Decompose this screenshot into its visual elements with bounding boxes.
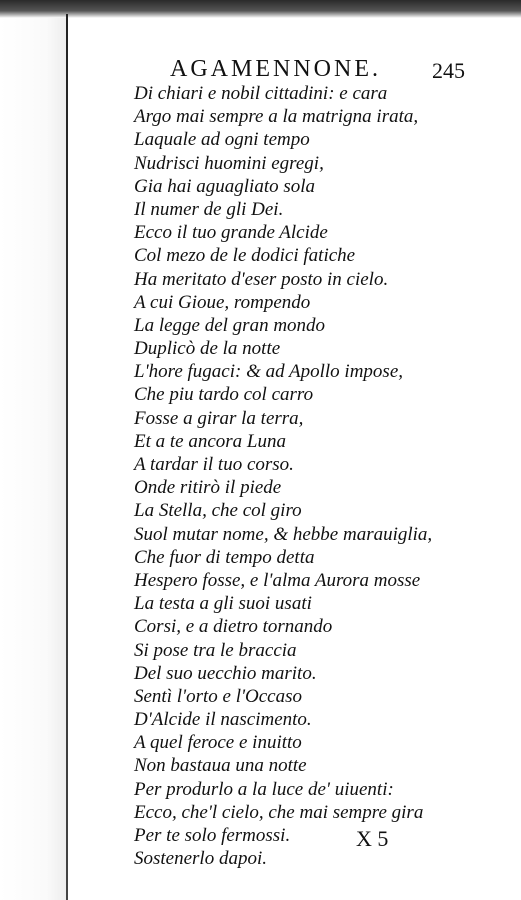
verse-line: Ecco il tuo grande Alcide — [134, 222, 328, 244]
binding-edge — [66, 14, 68, 900]
verse-line: Si pose tra le braccia — [134, 639, 297, 661]
verse-line: Che fuor di tempo detta — [134, 546, 315, 568]
verse-line: Sentì l'orto e l'Occaso — [134, 685, 303, 707]
verse-line: Argo mai sempre a la matrigna irata, — [134, 106, 419, 128]
signature-mark: X 5 — [356, 826, 389, 851]
verse-line: A quel feroce e inuitto — [134, 732, 302, 754]
verse-line: Il numer de gli Dei. — [134, 198, 284, 220]
verse-line: Duplicò de la notte — [134, 338, 281, 360]
verse-line: Di chiari e nobil cittadini: e cara — [134, 83, 388, 104]
verse-line: Ecco, che'l cielo, che mai sempre gira — [134, 801, 424, 823]
verse-line: Che piu tardo col carro — [134, 384, 314, 406]
verse-line: Per produrlo a la luce de' uiuenti: — [134, 778, 394, 800]
verse-line: Sostenerlo dapoi. — [134, 848, 267, 870]
verse-line: Ha meritato d'eser posto in cielo. — [134, 268, 389, 290]
verse-line: A tardar il tuo corso. — [134, 454, 294, 475]
verse-line: Laquale ad ogni tempo — [134, 129, 310, 151]
verse-line: Suol mutar nome, & hebbe marauiglia, — [134, 523, 433, 545]
verse-line: La legge del gran mondo — [134, 314, 326, 336]
verse-line: L'hore fugaci: & ad Apollo impose, — [134, 361, 403, 383]
verse-line: A cui Gioue, rompendo — [134, 291, 311, 313]
verse-line: Non bastaua una notte — [134, 755, 307, 777]
verse-line: Gia hai aguagliato sola — [134, 175, 316, 197]
page-gutter — [0, 14, 66, 900]
verse-line: La Stella, che col giro — [134, 500, 302, 522]
verse-line: Hespero fosse, e l'alma Aurora mosse — [134, 569, 421, 591]
verse-line: Corsi, e a dietro tornando — [134, 616, 333, 638]
verse-line: Fosse a girar la terra, — [134, 407, 304, 429]
page-number: 245 — [432, 58, 465, 83]
verse-line: Per te solo fermossi. — [134, 825, 291, 846]
verse-block — [134, 82, 514, 870]
running-title: AGAMENNONE. — [170, 56, 381, 82]
verse-line: Del suo uecchio marito. — [134, 662, 317, 684]
verse-line: Onde ritirò il piede — [134, 477, 282, 499]
verse-line: D'Alcide il nascimento. — [134, 709, 312, 731]
scan-top-edge — [0, 0, 521, 18]
verse-line: Et a te ancora Luna — [134, 430, 286, 452]
verse-line: Nudrisci huomini egregi, — [134, 152, 324, 174]
verse-line: Col mezo de le dodici fatiche — [134, 245, 356, 267]
verse-line: La testa a gli suoi usati — [134, 593, 312, 615]
